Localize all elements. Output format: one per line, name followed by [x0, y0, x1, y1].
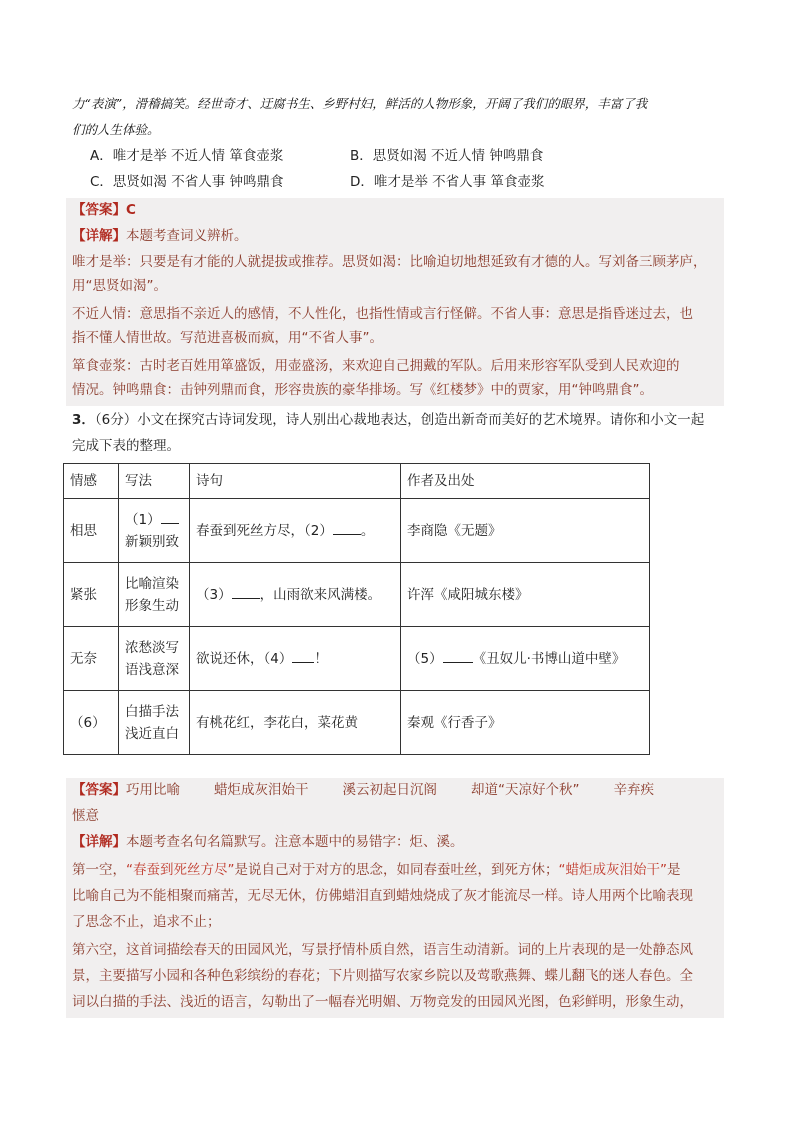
emotion-cell: （6）: [64, 691, 119, 755]
verse-post: 。: [360, 522, 375, 539]
intro-line-1: 力“表演”，滑稽搞笑。经世奇才、迂腐书生、乡野村妇，鲜活的人物形象，开阔了我们的眼界，丰富了我: [72, 96, 648, 111]
emotion-cell: 无奈: [64, 627, 119, 691]
verse-pre: 春蚕到死丝方尽，（2）: [196, 522, 333, 539]
blank-3[interactable]: [232, 584, 260, 599]
q3-stem-b: 完成下表的整理。: [72, 438, 180, 454]
verse-cell: [190, 563, 401, 627]
q3-detail-1b: 比喻自己为不能相聚而痛苦，无尽无休，仿佛蜡泪直到蜡烛烧成了灰才能流尽一样。诗人用两个比喻表现: [72, 888, 693, 904]
table-row: [64, 499, 650, 563]
verse-post: ，山雨欲来风满楼。: [259, 586, 382, 603]
verse-pre: 有桃花红，李花白，菜花黄: [196, 714, 358, 731]
detail-text: 第一空，: [72, 862, 126, 878]
answer-tag: 【答案】: [72, 782, 126, 798]
verse-pre: 欲说还休，（4）: [196, 650, 293, 667]
q3-answer-line: [72, 780, 654, 800]
method-b: 浅近直白: [125, 725, 179, 742]
q3-detail-6c: 词以白描的手法、浅近的语言，勾勒出了一幅春光明媚、万物竞发的田园风光图，色彩鲜明，形象生动，: [72, 994, 693, 1010]
quote-red: “春蚕到死丝方尽”: [126, 862, 235, 878]
blank-4[interactable]: [292, 648, 314, 663]
option-a: A．唯才是举 不近人情 箪食壶浆: [90, 148, 284, 164]
poem-table: [63, 463, 650, 755]
verse-cell: [190, 499, 401, 563]
header-cell: 诗句: [190, 464, 401, 499]
answer-5: 辛弃疾: [613, 782, 654, 798]
table-row: [64, 563, 650, 627]
method-a: （1）: [125, 511, 161, 528]
header-cell: 情感: [64, 464, 119, 499]
answer-value: C: [126, 202, 136, 218]
q2-detail-line: [72, 226, 248, 246]
method-b: 新颖别致: [125, 533, 179, 550]
blank-2[interactable]: [333, 520, 361, 535]
table-row: [64, 627, 650, 691]
answer-tag: 【答案】: [72, 202, 126, 218]
detail-text: 是: [667, 862, 681, 878]
author-post: 《丑奴儿·书博山道中壁》: [472, 650, 626, 667]
option-d: D．唯才是举 不省人事 箪食壶浆: [350, 174, 545, 190]
header-cell: 作者及出处: [401, 464, 650, 499]
author-cell: [401, 627, 650, 691]
q3-number: 3．: [72, 412, 95, 428]
method-cell: [119, 499, 190, 563]
detail-tag: 【详解】: [72, 228, 126, 244]
q2-para3-a: 箪食壶浆：古时老百姓用箪盛饭，用壶盛汤，来欢迎自己拥戴的军队。后用来形容军队受到人民欢迎的: [72, 358, 680, 374]
detail-intro: 本题考查词义辨析。: [126, 228, 248, 244]
q2-para1-b: 用“思贤如渴”。: [72, 278, 167, 294]
q3-detail-1a: [72, 860, 681, 880]
option-c: C．思贤如渴 不省人事 钟鸣鼎食: [90, 174, 284, 190]
q3-stem-a: [72, 410, 704, 430]
table-row: [64, 691, 650, 755]
verse-pre: （3）: [196, 586, 232, 603]
author-cell: 秦观《行香子》: [401, 691, 650, 755]
detail-tag: 【详解】: [72, 834, 126, 850]
detail-text: 是说自己对于对方的思念，如同春蚕吐丝，到死方休；: [234, 862, 559, 878]
method-cell: [119, 691, 190, 755]
verse-post: ！: [314, 650, 328, 667]
blank-1[interactable]: [161, 509, 179, 524]
q3-score: （6分）: [94, 412, 138, 428]
q3-detail-1c: 了思念不止，追求不止；: [72, 914, 221, 930]
answer-2: 蜡炬成灰泪始干: [214, 782, 309, 798]
quote-red: “蜡炬成灰泪始干”: [558, 862, 667, 878]
method-a: 比喻渲染: [125, 575, 179, 592]
emotion-cell: 相思: [64, 499, 119, 563]
q3-stem-text: 小文在探究古诗词发现，诗人别出心裁地表达，创造出新奇而美好的艺术境界。请你和小文一起: [137, 412, 705, 428]
blank-5[interactable]: [443, 648, 473, 663]
method-cell: [119, 627, 190, 691]
table-header-row: [64, 464, 650, 499]
verse-cell: [190, 691, 401, 755]
q3-detail-6b: 景，主要描写小园和各种色彩缤纷的春花；下片则描写农家乡院以及莺歌燕舞、蝶儿翻飞的迷人春色。全: [72, 968, 693, 984]
author-pre: （5）: [407, 650, 443, 667]
option-b: B．思贤如渴 不近人情 钟鸣鼎食: [350, 148, 544, 164]
answer-4: 却道“天凉好个秋”: [471, 782, 580, 798]
method-b: 语浅意深: [125, 661, 179, 678]
answer-6: 惬意: [72, 808, 99, 824]
method-b: 形象生动: [125, 597, 179, 614]
q2-para2-a: 不近人情：意思指不亲近人的感情，不人性化，也指性情或言行怪僻。不省人事：意思是指昏迷过去，也: [72, 306, 693, 322]
q2-para1-a: 唯才是举：只要是有才能的人就提拔或推荐。思贤如渴：比喻迫切地想延致有才德的人。写刘备三顾茅庐，: [72, 254, 707, 270]
method-cell: [119, 563, 190, 627]
q3-detail-line: [72, 832, 464, 852]
detail-intro: 本题考查名句名篇默写。注意本题中的易错字：炬、溪。: [126, 834, 464, 850]
method-a: 白描手法: [125, 703, 179, 720]
intro-line-2: 们的人生体验。: [72, 122, 160, 137]
answer-1: 巧用比喻: [126, 782, 180, 798]
header-cell: 写法: [119, 464, 190, 499]
author-cell: 许浑《咸阳城东楼》: [401, 563, 650, 627]
q2-answer-line: [72, 200, 136, 220]
q2-para3-b: 情况。钟鸣鼎食：击钟列鼎而食，形容贵族的豪华排场。写《红楼梦》中的贾家，用“钟鸣鼎食”。: [72, 382, 653, 398]
q2-para2-b: 指不懂人情世故。写范进喜极而疯，用“不省人事”。: [72, 330, 383, 346]
verse-cell: [190, 627, 401, 691]
q3-detail-6a: 第六空，这首词描绘春天的田园风光，写景抒情朴质自然，语言生动清新。词的上片表现的是一处静态风: [72, 942, 693, 958]
emotion-cell: 紧张: [64, 563, 119, 627]
method-a: 浓愁淡写: [125, 639, 179, 656]
author-cell: 李商隐《无题》: [401, 499, 650, 563]
answer-3: 溪云初起日沉阁: [342, 782, 437, 798]
